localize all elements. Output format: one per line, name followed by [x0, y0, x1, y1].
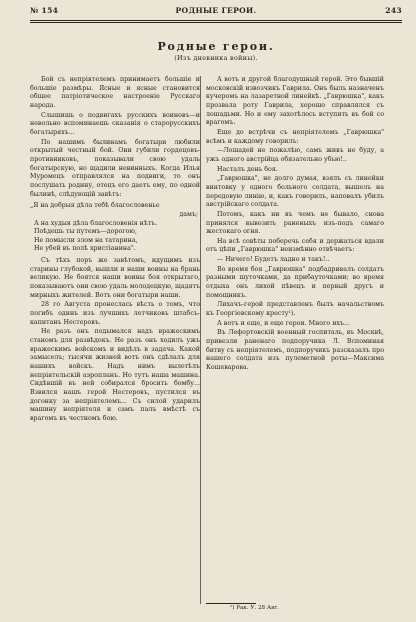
paragraph: По нашимъ былинамъ богатыри любили открытый честный бой. Они губили гордецовъ-противниковъ, показывали свою удаль богатырскую, но щадили невинныхъ. Когда Илья Муромецъ отправлялся на подвиги, то онъ послушать родину, отецъ его даетъ ему, по одной былинѣ, слѣдующій завѣтъ: [30, 138, 200, 198]
paragraph: Бой съ непріятелемъ принимаетъ большіе и большіе размѣры. Ясные и ясные становится общее патріотическое настроеніе Русскаго народа. [30, 76, 200, 109]
running-header [30, 6, 402, 20]
left-column [30, 76, 200, 424]
paragraph: Не разъ онъ подымался надъ вражескимъ станомъ для развѣдокъ. Не разъ онъ ходилъ ужъ вражескимъ войскомъ и видѣлъ в задача. Какой замыселъ; тысячи жизней вотъ онъ сдѣлалъ для нашихъ войскъ. Надъ нимъ вылетѣлъ непріятельскій аэропланъ. Но тутъ наша машина. Сидѣвшій въ ней собирался бросить бомбу... Взвился нашъ герой Нестеровъ, пустился въ догонку за непріятелемъ... Съ силой ударилъ машину непріятеля и самъ палъ вмѣстѣ съ врагомъ въ честномъ бою. [30, 328, 200, 422]
paragraph: —Лошадей не пожалѣю, самъ живъ не буду, а ужъ одного австрійца обязательно убью!.. [206, 147, 384, 163]
footnote-rule [206, 603, 256, 604]
paragraph: А вотъ и другой благодушный герой. Это бывшій московскій извозчикъ Гаврила. Онъ былъ назначенъ кучеромъ на лазаретной линейкѣ. „Гаврюшка", какъ прозвала роту Гаврила, хорошо справлялся съ лошадьми. Но и ему захотѣлось вступить въ бой со врагомъ. [206, 76, 384, 127]
paragraph: — Ничего! Будетъ ладно и такъ!.. [217, 256, 330, 264]
verse-line: Не убей въ полѣ христіанина". [34, 245, 136, 253]
paragraph: „Гаврюшка", не долго думая, взялъ съ линейки винтовку у одного больного солдата, вышелъ на передовую линію, и, какъ говорилъ, наповалъ убилъ австрійскаго солдата. [206, 175, 384, 209]
footnote: ¹) Рак. У. 28 Авг. [230, 605, 279, 611]
right-column [206, 76, 384, 373]
header-rule [30, 20, 402, 23]
paragraph: Лихачъ-герой представленъ былъ начальствомъ къ Георгіевскому кресту¹). [206, 301, 384, 318]
paragraph: А вотъ и еще, и еще герои. Много ихъ... [217, 319, 350, 327]
paragraph: 28 го Августа пронеслась вѣсть о томъ, что погибъ одинъ изъ лучшихъ летчиковъ штабсъ-капитанъ Нестеровъ. [30, 301, 200, 326]
article-subtitle: (Изъ дневника войны). [174, 54, 258, 62]
verse-line: А на худыя дѣла благословенія нѣтъ. [34, 219, 158, 227]
paragraph: На всѣ совѣты поберечь себя и держаться вдали отъ цѣпи „Гаврюшка" неизмѣнно отвѣчаетъ: [206, 237, 384, 254]
verse-line: дамъ; [179, 210, 198, 218]
paragraph: Еще до встрѣчи съ непріятелемъ „Гаврюшка" всѣмъ и каждому говорилъ: [206, 128, 384, 145]
paragraph: Во время боя „Гаврюшка" подбадривалъ солдатъ разными шуточками, да прибауточками; во время отдыха онъ лихой пѣвецъ и первый другъ и помощникъ. [206, 265, 384, 299]
paragraph: Потомъ, какъ ни въ чемъ не бывало, снова принялся вывозить раненыхъ изъ-подъ самаго жестокаго огня. [206, 210, 384, 236]
verse-line: „Я на добрыя дѣла тебѣ благословенье [30, 202, 160, 210]
article-title: Родные герои. [157, 40, 275, 53]
verse-line: Не помысли злом на татарина, [34, 236, 138, 244]
verse-quote [30, 202, 200, 254]
paragraph: Слышишь о подвигахъ русскихъ воиновъ—и невольно вспоминаешь сказанія о старорусскихъ богатыряхъ... [30, 111, 200, 136]
paragraph: Въ Лефортовскій военный госпиталь, въ Москвѣ, привезли раненаго подпоручика Л. Вспоминая битву съ непріятелемъ, подпоручикъ разсказалъ про нашего солдата изъ пулеметной роты—Максима Кошеварова. [206, 329, 384, 371]
paragraph: Насталъ день боя. [217, 165, 278, 173]
page-number: 243 [385, 6, 402, 15]
verse-line: Поѣдешь ты путемъ—дорогою, [34, 228, 137, 236]
running-title: РОДНЫЕ ГЕРОИ. [175, 6, 257, 15]
column-divider [200, 76, 201, 604]
paragraph: Съ тѣхъ поръ же завѣтомъ, идущимъ изъ старины глубокой, вышли и наши воины на брань великую. Не боятся наши воины боя открытаго, показываютъ они свою удаль молодецкую, щадятъ мирныхъ жителей. Вотъ они богатыри наши. [30, 257, 200, 299]
issue-number: № 154 [30, 6, 59, 15]
